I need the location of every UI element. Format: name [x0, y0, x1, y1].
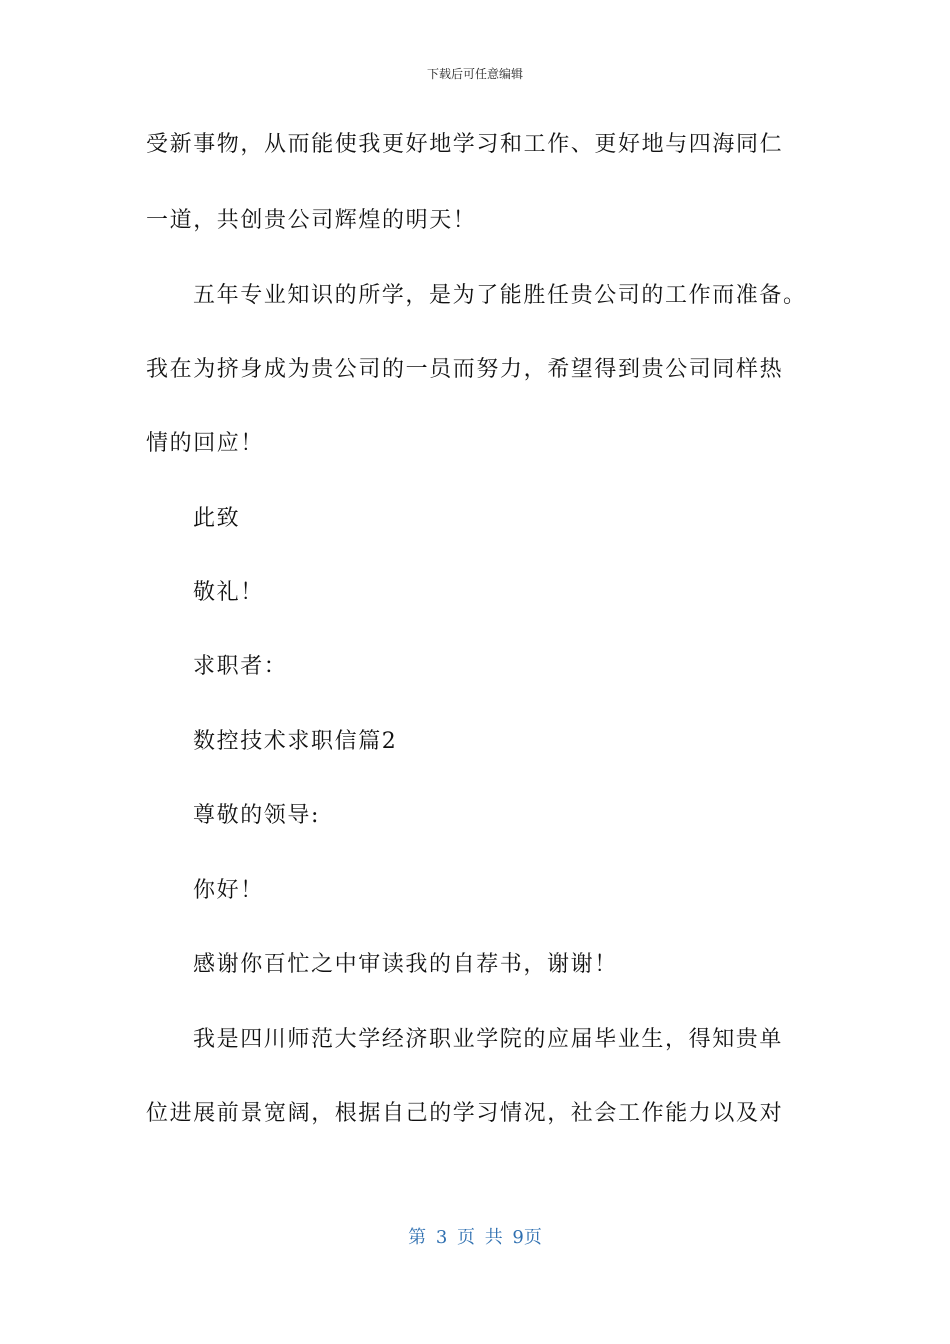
body-line: 一道，共创贵公司辉煌的明天！: [146, 208, 477, 233]
salutation-line: 敬礼！: [193, 580, 264, 605]
body-line: 我在为挤身成为贵公司的一员而努力，希望得到贵公司同样热: [146, 357, 784, 382]
body-line: 五年专业知识的所学，是为了能胜任贵公司的工作而准备。: [193, 283, 807, 308]
greeting-line: 尊敬的领导:: [193, 803, 321, 828]
signature-line: 求职者：: [193, 654, 288, 679]
body-line: 位进展前景宽阔，根据自己的学习情况，社会工作能力以及对: [146, 1101, 784, 1126]
body-line: 受新事物，从而能使我更好地学习和工作、更好地与四海同仁: [146, 132, 784, 157]
body-line: 感谢你百忙之中审读我的自荐书，谢谢！: [193, 952, 618, 977]
page-number-indicator: 第 3 页 共 9页: [408, 1227, 542, 1248]
salutation-line: 此致: [193, 506, 241, 531]
section-title: 数控技术求职信篇2: [193, 729, 398, 754]
page-header-note: 下载后可任意编辑: [426, 67, 523, 81]
body-line: 我是四川师范大学经济职业学院的应届毕业生，得知贵单: [193, 1027, 784, 1052]
body-line: 情的回应！: [146, 431, 265, 456]
greeting-line: 你好！: [193, 878, 264, 903]
